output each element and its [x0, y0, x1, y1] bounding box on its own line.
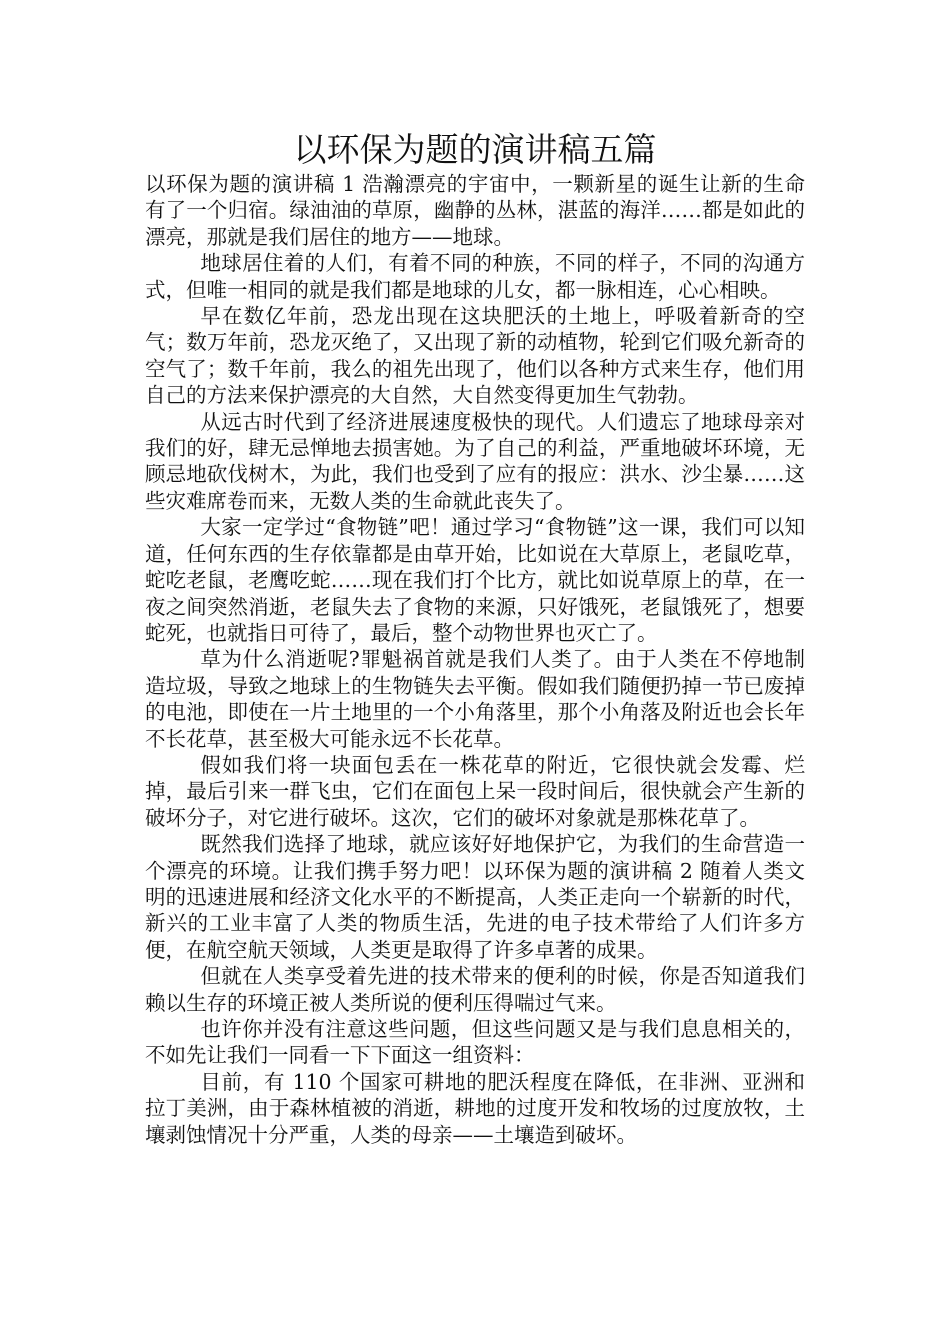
paragraph: 大家一定学过“食物链”吧！通过学习“食物链”这一课，我们可以知道，任何东西的生存依靠都是由草开始，比如说在大草原上，老鼠吃草，蛇吃老鼠，老鹰吃蛇……现在我们打个比方，就比如说草原上的草，在一夜之间突然消逝，老鼠失去了食物的来源，只好饿死，老鼠饿死了，想要蛇死，也就指日可待了，最后，整个动物世界也灭亡了。: [145, 515, 805, 645]
paragraph: 既然我们选择了地球，就应该好好地保护它，为我们的生命营造一个漂亮的环境。让我们携手努力吧！以环保为题的演讲稿 2 随着人类文明的迅速进展和经济文化水平的不断提高，人类正走向一个崭新的时代，新兴的工业丰富了人类的物质生活，先进的电子技术带给了人们许多方便，在航空航天领域，人类更是取得了许多卓著的成果。: [145, 832, 805, 962]
paragraph: 假如我们将一块面包丢在一株花草的附近，它很快就会发霉、烂掉，最后引来一群飞虫，它们在面包上呆一段时间后，很快就会产生新的破坏分子，对它进行破坏。这次，它们的破坏对象就是那株花草了。: [145, 752, 805, 830]
paragraph: 以环保为题的演讲稿 1 浩瀚漂亮的宇宙中，一颗新星的诞生让新的生命有了一个归宿。绿油油的草原，幽静的丛林，湛蓝的海洋……都是如此的漂亮，那就是我们居住的地方——地球。: [145, 172, 805, 249]
paragraph: 目前，有 110 个国家可耕地的肥沃程度在降低，在非洲、亚洲和拉丁美洲，由于森林植被的消逝，耕地的过度开发和牧场的过度放牧，土壤剥蚀情况十分严重，人类的母亲——土壤造到破坏。: [145, 1069, 805, 1147]
paragraph: 也许你并没有注意这些问题，但这些问题又是与我们息息相关的，不如先让我们一同看一下下面这一组资料：: [145, 1017, 805, 1068]
document-body: [145, 171, 805, 1148]
paragraph: 但就在人类享受着先进的技术带来的便利的时候，你是否知道我们赖以生存的环境正被人类所说的便利压得喘过气来。: [145, 964, 805, 1015]
document-title: 以环保为题的演讲稿五篇: [293, 130, 657, 169]
paragraph: 草为什么消逝呢?罪魁祸首就是我们人类了。由于人类在不停地制造垃圾，导致之地球上的生物链失去平衡。假如我们随便扔掉一节已废掉的电池，即使在一片土地里的一个小角落里，那个小角落及附近也会长年不长花草，甚至极大可能永远不长花草。: [145, 647, 805, 751]
paragraph: 早在数亿年前，恐龙出现在这块肥沃的土地上，呼吸着新奇的空气；数万年前，恐龙灭绝了，又出现了新的动植物，轮到它们吸允新奇的空气了；数千年前，我么的祖先出现了，他们以各种方式来生存，他们用自己的方法来保护漂亮的大自然，大自然变得更加生气勃勃。: [145, 304, 805, 408]
paragraph: 地球居住着的人们，有着不同的种族，不同的样子，不同的沟通方式，但唯一相同的就是我们都是地球的儿女，都一脉相连，心心相映。: [145, 251, 805, 302]
paragraph: 从远古时代到了经济进展速度极快的现代。人们遗忘了地球母亲对我们的好，肆无忌惮地去损害她。为了自己的利益，严重地破坏环境，无顾忌地砍伐树木，为此，我们也受到了应有的报应：洪水、沙尘暴……这些灾难席卷而来，无数人类的生命就此丧失了。: [145, 409, 805, 513]
